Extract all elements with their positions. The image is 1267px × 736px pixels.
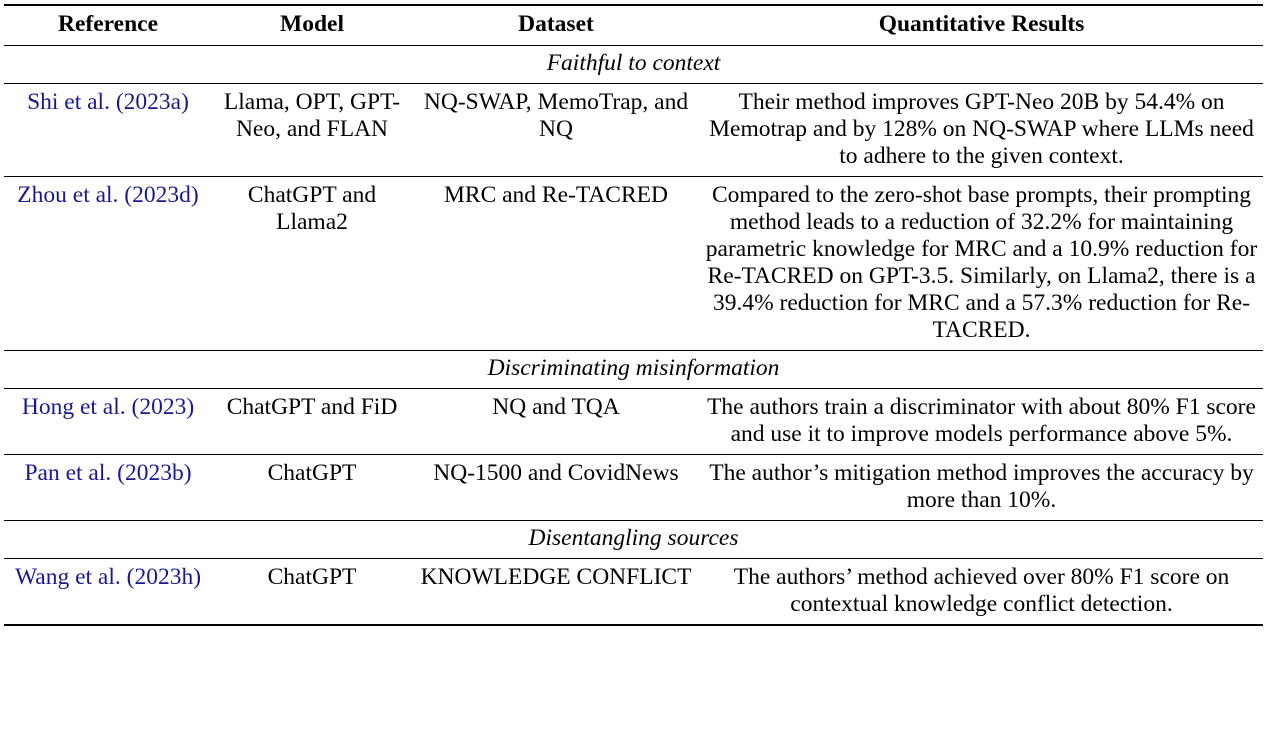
citation-close: )	[190, 182, 199, 208]
dataset-cell: MRC and Re-TACRED	[412, 177, 700, 351]
results-cell: The authors train a discriminator with about 80% F1 score and use it to improve models performance above 5%.	[700, 389, 1263, 455]
model-cell: ChatGPT	[212, 559, 412, 626]
citation-close: )	[186, 394, 195, 420]
citation-author[interactable]: Wang et al. (	[14, 564, 135, 590]
header-dataset: Dataset	[412, 5, 700, 46]
table-header-row	[4, 5, 1263, 46]
reference-cell	[4, 389, 212, 455]
results-cell: Compared to the zero-shot base prompts, their prompting method leads to a reduction of 32.2% for maintaining parametric knowledge for MRC and a 10.9% reduction for Re-TACRED on GPT-3.5. Similarly, on Llama2, there is a 39.4% reduction for MRC and a 57.3% reduction for Re-TACRED.	[700, 177, 1263, 351]
citation-close: )	[183, 460, 192, 486]
header-reference: Reference	[4, 5, 212, 46]
section-title: Disentangling sources	[4, 521, 1263, 559]
citation-year-link[interactable]: 2023b	[124, 460, 184, 486]
results-table	[4, 4, 1263, 626]
section-header-discriminating	[4, 351, 1263, 389]
citation-author[interactable]: Hong et al. (	[21, 394, 140, 420]
citation-author[interactable]: Shi et al. (	[27, 89, 124, 115]
model-cell: ChatGPT and FiD	[212, 389, 412, 455]
dataset-cell: NQ and TQA	[412, 389, 700, 455]
section-title: Faithful to context	[4, 46, 1263, 84]
header-model: Model	[212, 5, 412, 46]
table-row	[4, 177, 1263, 351]
citation-year-link[interactable]: 2023a	[123, 89, 182, 115]
table-row	[4, 455, 1263, 521]
table-row	[4, 559, 1263, 626]
section-title: Discriminating misinformation	[4, 351, 1263, 389]
reference-cell	[4, 455, 212, 521]
reference-cell	[4, 559, 212, 626]
citation-author[interactable]: Zhou et al. (	[17, 182, 133, 208]
header-results: Quantitative Results	[700, 5, 1263, 46]
model-cell: Llama, OPT, GPT-Neo, and FLAN	[212, 84, 412, 177]
results-cell: The authors’ method achieved over 80% F1 score on contextual knowledge conflict detection.	[700, 559, 1263, 626]
table-row	[4, 84, 1263, 177]
citation-author[interactable]: Pan et al. (	[24, 460, 125, 486]
citation-close: )	[181, 89, 189, 115]
results-table-container	[4, 4, 1263, 626]
citation-year-link[interactable]: 2023d	[132, 182, 191, 208]
dataset-cell: NQ-1500 and CovidNews	[412, 455, 700, 521]
model-cell: ChatGPT and Llama2	[212, 177, 412, 351]
results-cell: The author’s mitigation method improves the accuracy by more than 10%.	[700, 455, 1263, 521]
citation-year-link[interactable]: 2023h	[134, 564, 194, 590]
dataset-cell: KNOWLEDGE CONFLICT	[412, 559, 700, 626]
section-header-disentangling	[4, 521, 1263, 559]
table-row	[4, 389, 1263, 455]
model-cell: ChatGPT	[212, 455, 412, 521]
reference-cell	[4, 84, 212, 177]
section-header-faithful	[4, 46, 1263, 84]
citation-year-link[interactable]: 2023	[139, 394, 187, 420]
reference-cell	[4, 177, 212, 351]
results-cell: Their method improves GPT-Neo 20B by 54.4% on Memotrap and by 128% on NQ-SWAP where LLMs need to adhere to the given context.	[700, 84, 1263, 177]
dataset-cell: NQ-SWAP, MemoTrap, and NQ	[412, 84, 700, 177]
citation-close: )	[193, 564, 202, 590]
